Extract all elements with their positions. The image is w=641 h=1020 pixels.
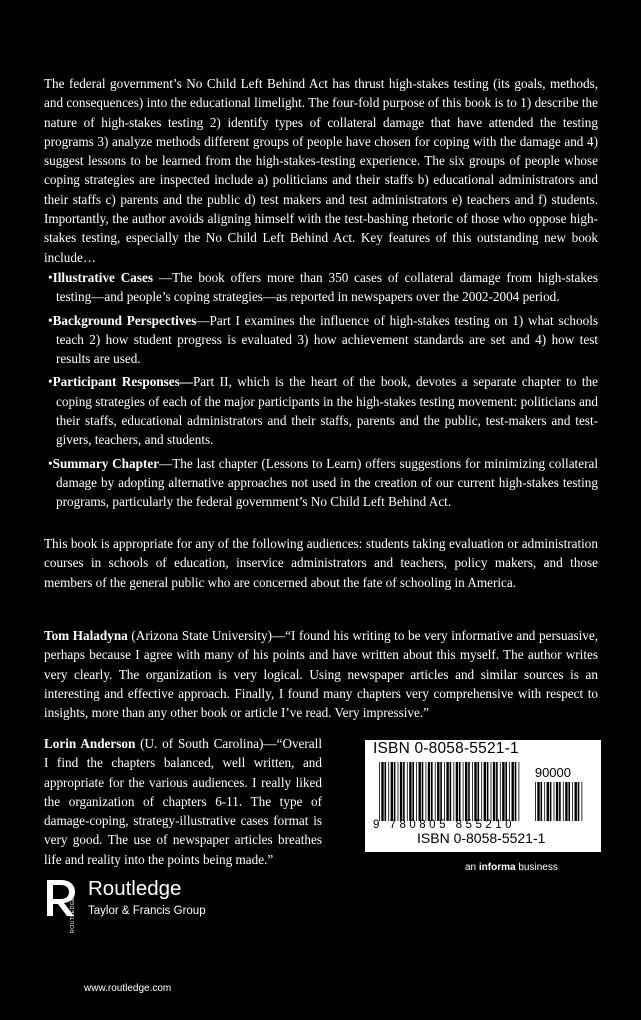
key-features-list [48,268,598,516]
reviewer-name: Tom Haladyna [44,628,128,643]
barcode-bar [519,762,520,821]
barcode-digits: 9 780805 855210 [373,819,516,831]
barcode-bar [385,762,387,821]
barcode-bar [572,782,573,821]
barcode-bar [559,782,561,821]
barcode-bar [496,762,498,821]
informa-suffix: business [515,862,558,873]
barcode-bar [463,762,464,821]
barcode-bar [412,762,414,821]
feature-title: Background Perspectives [52,312,197,328]
barcode-bar [547,782,549,821]
barcode-bar [575,782,577,821]
informa-brand: informa [478,862,516,873]
publisher-group: Taylor & Francis Group [88,905,206,917]
barcode-bar [554,782,555,821]
barcode-bar [435,762,436,821]
feature-text: —The book offers more than 350 cases of collateral damage from high-stakes testing—and people’s coping strategies—as reported in newspapers over the 2002-2004 period. [56,270,598,305]
publisher-website: www.routledge.com [84,983,172,994]
barcode-bar [487,762,489,821]
feature-bullet: • [48,455,53,471]
audience-paragraph: This book is appropriate for any of the following audiences: students taking evaluation or administration courses in schools of education, inservice administrators and teachers, policy makers, and those members of the general public who are concerned about the fate of schooling in America. [44,536,598,590]
barcode-bar [484,762,486,821]
logo-letters: ROUTLEDGE [70,897,76,933]
feature-item [48,372,598,449]
barcode-bar [515,762,517,821]
isbn-barcode [365,740,601,852]
barcode-bar [437,762,439,821]
barcode-bar [400,762,402,821]
barcode-bar [541,782,543,821]
barcode-bar [468,762,470,821]
barcode-bar [428,762,430,821]
feature-bullet: • [48,374,53,390]
barcode-bar [394,762,396,821]
barcode-bar [500,762,501,821]
barcode-bar [459,762,461,821]
barcode-bar [556,782,558,821]
barcode-bar [563,782,564,821]
barcode-bars [379,762,521,821]
barcode-bar [505,762,507,821]
barcode-bar [388,762,389,821]
feature-title: Participant Responses— [52,374,193,390]
review-anderson [44,734,322,869]
barcode-bar [502,762,504,821]
barcode-bar [419,762,421,821]
barcode-bar [465,762,467,821]
isbn-top-label: ISBN 0-8058-5521-1 [373,740,519,757]
barcode-bar [431,762,433,821]
informa-prefix: an [465,862,479,873]
feature-item [48,311,598,369]
barcode-bar [481,762,482,821]
barcode-bar [568,782,570,821]
barcode-bar [422,762,424,821]
barcode-bar [565,782,567,821]
isbn-bottom-label: ISBN 0-8058-5521-1 [417,830,546,846]
review-text: (U. of South Carolina)—“Overall I find the chapters balanced, well written, and appropriate for the various audiences. I really liked the organization of chapters 6-11. The type of damage-coping, strategy-illustrative cases format is very good. The use of newspaper articles breathes life and reality into the points being made.” [44,736,322,867]
barcode-bar [491,762,492,821]
routledge-logo-icon [44,878,78,934]
barcode-bar [456,762,458,821]
barcode-bar [582,782,583,821]
book-description: The federal government’s No Child Left Behind Act has thrust high-stakes testing (its goals, methods, and consequences) into the educational limelight. The four-fold purpose of this book is to 1) describe the nature of high-stakes testing 2) identify types of collateral damage that have attended the testing programs 3) analyze methods different groups of people have chosen for coping with the damage and 4) suggest lessons to be learned from the high-stakes-testing experience. The six groups of people whose coping strategies are inspected include a) politicians and their staffs b) educational administrators and their staffs c) parents and the public d) test makers and test administrators e) teachers and f) students. Importantly, the author avoids aligning himself with the test-bashing rhetoric of those who oppose high-stakes testing, especially the No Child Left Behind Act. Key features of this outstanding new book include… [44,76,598,265]
informa-business-tagline [465,862,558,873]
feature-item [48,454,598,512]
barcode-bar [450,762,452,821]
barcode-bar [381,762,383,821]
barcode-bar [550,782,552,821]
review-text: (Arizona State University)—“I found his writing to be very informative and persuasive, perhaps because I agree with many of his points and have written about this myself. The author writes very clearly. The organization is very logical. Using newspaper articles and similar sources is an interesting and effective approach. Finally, I found many chapters very comprehensive with respect to insights, more than any other book or article I’ve read. Very impressive.” [44,628,598,721]
barcode-bar [535,782,536,821]
barcode-bar [544,782,545,821]
barcode-bar [474,762,476,821]
feature-item [48,268,598,307]
barcode-bar [407,762,408,821]
feature-text: —Part I examines the influence of high-stakes testing on 1) what schools teach 2) how student progress is evaluated 3) how achievement standards are set and 4) how test results are used. [56,312,599,367]
barcode-bar [512,762,514,821]
publisher-name: Routledge [88,877,182,900]
barcode-bar [403,762,405,821]
barcode-bar [426,762,427,821]
barcode-bar [453,762,454,821]
price-code: 90000 [534,765,571,780]
barcode-bar [446,762,448,821]
feature-bullet: • [48,270,53,285]
barcode-bar [578,782,580,821]
price-code-bars [535,782,583,821]
reviewer-name: Lorin Anderson [44,736,136,751]
barcode-bar [493,762,495,821]
feature-bullet: • [48,312,53,328]
barcode-bar [440,762,442,821]
feature-text: —The last chapter (Lessons to Learn) offers suggestions for minimizing collateral damage by adopting alternative approaches not used in the creation of our current high-stakes testing programs, particularly the federal government’s No Child Left Behind Act. [56,455,598,510]
feature-title: Summary Chapter [52,455,160,471]
barcode-bar [472,762,473,821]
barcode-bar [444,762,445,821]
feature-text: Part II, which is the heart of the book, devotes a separate chapter to the coping strategies of each of the major participants in the high-stakes testing movement: politicians and their staffs, educational administrators and their staffs, parents and the public, test-makers and test-givers, teachers, and students. [56,374,598,448]
barcode-bar [398,762,399,821]
barcode-bar [391,762,393,821]
barcode-bar [409,762,411,821]
barcode-bar [509,762,510,821]
barcode-bar [416,762,417,821]
barcode-bar [478,762,480,821]
feature-title: Illustrative Cases [52,270,159,285]
barcode-bar [379,762,380,821]
review-haladyna [44,626,598,722]
barcode-bar [537,782,539,821]
